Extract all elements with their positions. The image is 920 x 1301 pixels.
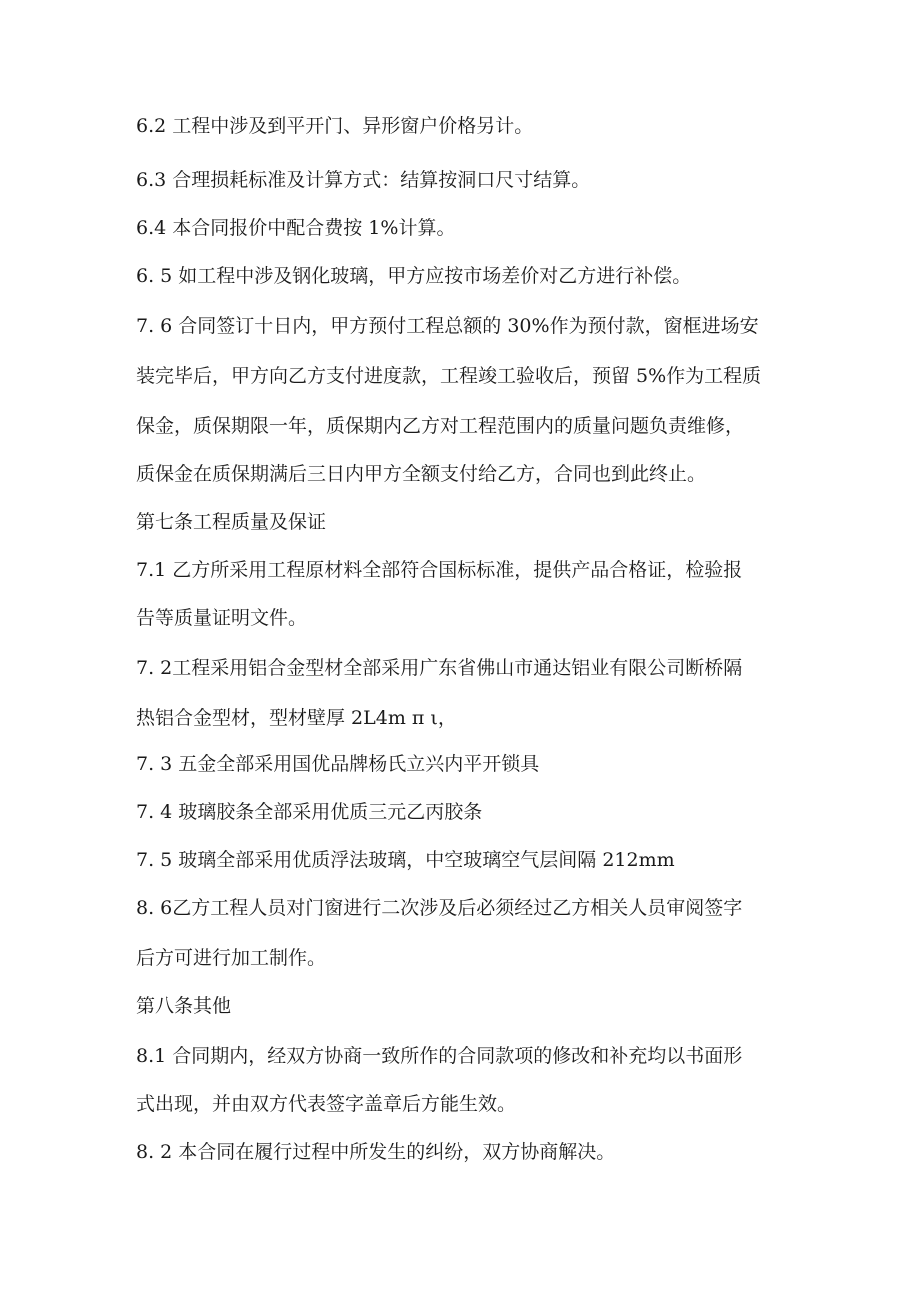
clause-6-3: 6.3 合理损耗标准及计算方式：结算按洞口尺寸结算。 — [136, 169, 591, 191]
clause-7-2-line-1: 7. 2工程采用铝合金型材全部采用广东省佛山市通达铝业有限公司断桥隔 — [136, 657, 743, 679]
clause-7-1-line-1: 7.1 乙方所采用工程原材料全部符合国标标准，提供产品合格证，检验报 — [136, 559, 743, 581]
clause-6-4: 6.4 本合同报价中配合费按 1%计算。 — [136, 217, 456, 239]
clause-7-3: 7. 3 五金全部采用国优品牌杨氏立兴内平开锁具 — [136, 753, 540, 775]
clause-6-2: 6.2 工程中涉及到平开门、异形窗户价格另计。 — [136, 115, 534, 137]
clause-7-6-line-1: 7. 6 合同签订十日内，甲方预付工程总额的 30%作为预付款，窗框进场安 — [136, 315, 759, 337]
clause-7-6-line-4: 质保金在质保期满后三日内甲方全额支付给乙方，合同也到此终止。 — [136, 463, 707, 485]
clause-7-6-line-3: 保金，质保期限一年，质保期内乙方对工程范围内的质量问题负责维修， — [136, 415, 745, 437]
clause-8-1-line-2: 式出现，并由双方代表签字盖章后方能生效。 — [136, 1093, 517, 1115]
clause-6-5: 6. 5 如工程中涉及钢化玻璃，甲方应按市场差价对乙方进行补偿。 — [136, 265, 692, 287]
clause-8-6-line-1: 8. 6乙方工程人员对门窗进行二次涉及后必须经过乙方相关人员审阅签字 — [136, 897, 743, 919]
clause-7-2-line-2: 热铝合金型材，型材壁厚 2L4m π ι， — [136, 707, 457, 729]
clause-8-2: 8. 2 本合同在履行过程中所发生的纠纷，双方协商解决。 — [136, 1141, 616, 1163]
section-heading-7: 第七条工程质量及保证 — [136, 511, 327, 533]
clause-8-6-line-2: 后方可进行加工制作。 — [136, 947, 327, 969]
clause-7-5: 7. 5 玻璃全部采用优质浮法玻璃，中空玻璃空气层间隔 212mm — [136, 849, 675, 871]
clause-8-1-line-1: 8.1 合同期内，经双方协商一致所作的合同款项的修改和补充均以书面形 — [136, 1045, 743, 1067]
section-heading-8: 第八条其他 — [136, 995, 232, 1017]
clause-7-4: 7. 4 玻璃胶条全部采用优质三元乙丙胶条 — [136, 801, 483, 823]
clause-7-6-line-2: 装完毕后，甲方向乙方支付进度款，工程竣工验收后，预留 5%作为工程质 — [136, 365, 762, 387]
clause-7-1-line-2: 告等质量证明文件。 — [136, 607, 308, 629]
